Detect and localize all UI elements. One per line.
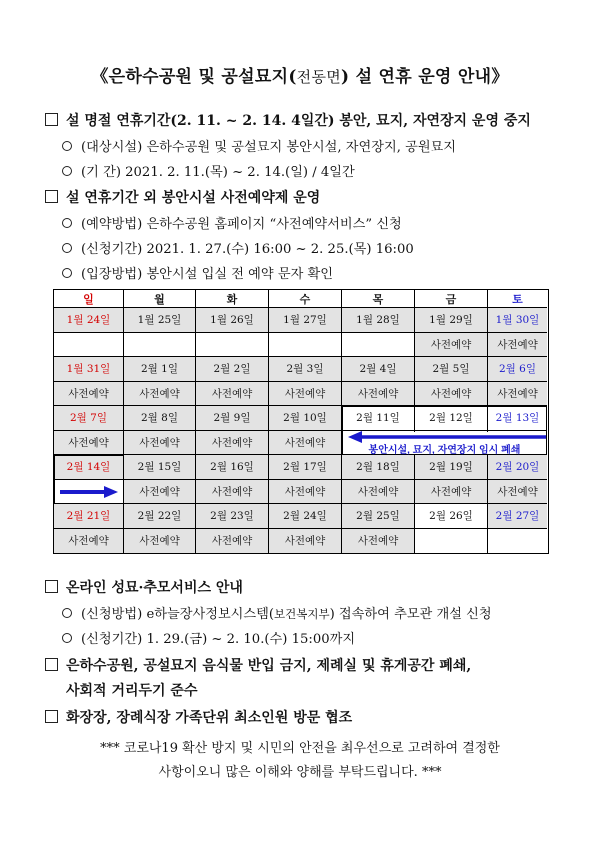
calendar-reservation-cell: [488, 529, 547, 554]
calendar-date-cell: 2월 15일: [124, 455, 196, 480]
calendar-date-cell: 1월 28일: [342, 308, 415, 333]
section-holiday-closure: 설 명절 연휴기간(2. 11. ~ 2. 14. 4일간) 봉안, 묘지, 자연장지 운영 중지: [45, 110, 531, 130]
calendar-reservation-cell: [342, 333, 415, 358]
list-item: (예약방법) 은하수공원 홈페이지 “사전예약서비스” 신청: [62, 213, 402, 232]
calendar-date-cell: 2월 1일: [124, 357, 196, 382]
calendar-date-cell: 2월 18일: [342, 455, 415, 480]
footnote-line2: 사항이오니 많은 이해와 양해를 부탁드립니다. ***: [158, 765, 442, 780]
circle-bullet-icon: [62, 608, 72, 618]
list-item: (기 간) 2021. 2. 11.(목) ~ 2. 14.(일) / 4일간: [62, 161, 355, 180]
calendar-date-cell: 2월 22일: [124, 504, 196, 529]
calendar-reservation-cell: 사전예약: [124, 529, 196, 554]
calendar-date-cell: 2월 8일: [124, 406, 196, 431]
checkbox-icon: [45, 658, 58, 671]
section-food-ban-line2: 사회적 거리두기 준수: [66, 683, 198, 699]
calendar-date-cell: 2월 21일: [54, 504, 124, 529]
calendar-reservation-cell: 사전예약: [54, 529, 124, 554]
footnote-line1: *** 코로나19 확산 방지 및 시민의 안전을 최우선으로 고려하여 결정한: [100, 741, 500, 756]
calendar-reservation-cell: 사전예약: [488, 382, 547, 407]
calendar-reservation-cell: 사전예약: [415, 382, 488, 407]
calendar-date-cell: 2월 24일: [269, 504, 342, 529]
calendar-reservation-cell: 사전예약: [269, 382, 342, 407]
calendar-reservation-cell: 사전예약: [488, 333, 547, 358]
circle-bullet-icon: [62, 268, 72, 278]
circle-bullet-icon: [62, 166, 72, 176]
calendar-date-cell: 2월 13일: [488, 406, 547, 431]
reservation-calendar: [53, 289, 549, 554]
section-family-visit: 화장장, 장례식장 가족단위 최소인원 방문 협조: [45, 707, 352, 727]
calendar-date-cell: 2월 5일: [415, 357, 488, 382]
page-title: 《은하수공원 및 공설묘지(전동면) 설 연휴 운영 안내》: [91, 67, 509, 87]
calendar-header-day: 일: [54, 290, 124, 308]
calendar-date-cell: 2월 12일: [415, 406, 488, 431]
calendar-header-day: 금: [415, 290, 488, 308]
list-item: (대상시설) 은하수공원 및 공설묘지 봉안시설, 자연장지, 공원묘지: [62, 136, 456, 155]
calendar-date-cell: 2월 9일: [196, 406, 269, 431]
calendar-date-cell: 2월 7일: [54, 406, 124, 431]
calendar-date-cell: 2월 17일: [269, 455, 342, 480]
calendar-reservation-cell: [269, 333, 342, 358]
calendar-date-cell: 1월 29일: [415, 308, 488, 333]
calendar-reservation-cell: [415, 529, 488, 554]
calendar-reservation-cell: [124, 333, 196, 358]
calendar-date-cell: 2월 3일: [269, 357, 342, 382]
calendar-reservation-cell: 사전예약: [196, 480, 269, 505]
calendar-date-cell: 1월 30일: [488, 308, 547, 333]
section-reservation: 설 연휴기간 외 봉안시설 사전예약제 운영: [45, 187, 320, 207]
circle-bullet-icon: [62, 243, 72, 253]
calendar-date-cell: 2월 23일: [196, 504, 269, 529]
calendar-header-day: 화: [196, 290, 269, 308]
calendar-reservation-cell: [54, 333, 124, 358]
list-item: (입장방법) 봉안시설 입실 전 예약 문자 확인: [62, 263, 333, 282]
calendar-reservation-cell: 사전예약: [196, 382, 269, 407]
calendar-reservation-cell: [196, 333, 269, 358]
calendar-reservation-cell: 사전예약: [342, 480, 415, 505]
list-item: (신청기간) 2021. 1. 27.(수) 16:00 ~ 2. 25.(목) 16:00: [62, 238, 414, 257]
calendar-reservation-cell: 사전예약: [54, 431, 124, 456]
calendar-date-cell: 2월 19일: [415, 455, 488, 480]
calendar-date-cell: 2월 27일: [488, 504, 547, 529]
calendar-reservation-cell: 사전예약: [196, 529, 269, 554]
calendar-date-cell: 2월 10일: [269, 406, 342, 431]
calendar-reservation-cell: 사전예약: [342, 382, 415, 407]
calendar-header-day: 월: [124, 290, 196, 308]
calendar-date-cell: 2월 6일: [488, 357, 547, 382]
calendar-reservation-cell: 사전예약: [124, 382, 196, 407]
calendar-date-cell: 1월 31일: [54, 357, 124, 382]
section-online-memorial: 온라인 성묘·추모서비스 안내: [45, 577, 243, 597]
calendar-reservation-cell: 사전예약: [415, 480, 488, 505]
list-item: (신청기간) 1. 29.(금) ~ 2. 10.(수) 15:00까지: [62, 628, 355, 647]
circle-bullet-icon: [62, 218, 72, 228]
calendar-reservation-cell: 사전예약: [342, 529, 415, 554]
calendar-header-day: 목: [342, 290, 415, 308]
calendar-date-cell: 1월 26일: [196, 308, 269, 333]
calendar-reservation-cell: 사전예약: [124, 431, 196, 456]
calendar-date-cell: 1월 25일: [124, 308, 196, 333]
calendar-date-cell: 2월 26일: [415, 504, 488, 529]
checkbox-icon: [45, 710, 58, 723]
calendar-reservation-cell: 사전예약: [196, 431, 269, 456]
calendar-reservation-cell: 사전예약: [488, 480, 547, 505]
calendar-reservation-cell: 사전예약: [54, 382, 124, 407]
calendar-date-cell: 2월 14일: [54, 455, 124, 480]
calendar-date-cell: 2월 25일: [342, 504, 415, 529]
calendar-date-cell: 1월 27일: [269, 308, 342, 333]
calendar-header-day: 수: [269, 290, 342, 308]
calendar-reservation-cell: 사전예약: [124, 480, 196, 505]
calendar-reservation-cell: 사전예약: [269, 431, 342, 456]
calendar-reservation-cell: 사전예약: [269, 529, 342, 554]
list-item: (신청방법) e하늘장사정보시스템(보건복지부) 접속하여 추모관 개설 신청: [62, 603, 492, 622]
closure-label: 봉안시설, 묘지, 자연장지 임시 폐쇄: [368, 444, 521, 456]
calendar-date-cell: 1월 24일: [54, 308, 124, 333]
calendar-reservation-cell: 사전예약: [415, 333, 488, 358]
section-food-ban: 은하수공원, 공설묘지 음식물 반입 금지, 제례실 및 휴게공간 폐쇄,: [45, 655, 471, 675]
calendar-date-cell: 2월 11일: [342, 406, 415, 431]
calendar-reservation-cell: 사전예약: [269, 480, 342, 505]
circle-bullet-icon: [62, 141, 72, 151]
calendar-date-cell: 2월 2일: [196, 357, 269, 382]
right-arrow-icon: [60, 486, 118, 498]
checkbox-icon: [45, 580, 58, 593]
calendar-header-day: 토: [488, 290, 547, 308]
calendar-date-cell: 2월 16일: [196, 455, 269, 480]
circle-bullet-icon: [62, 633, 72, 643]
checkbox-icon: [45, 113, 58, 126]
calendar-date-cell: 2월 20일: [488, 455, 547, 480]
calendar-date-cell: 2월 4일: [342, 357, 415, 382]
checkbox-icon: [45, 190, 58, 203]
